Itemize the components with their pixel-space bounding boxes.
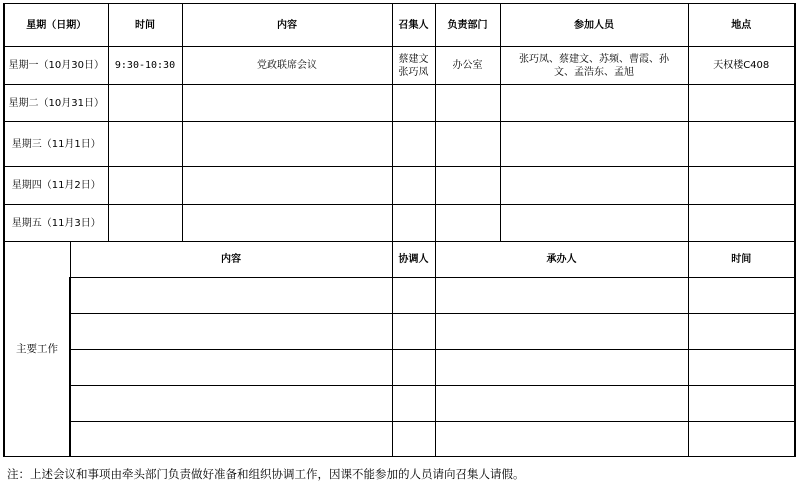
convener-cell <box>392 85 435 122</box>
time-cell <box>108 122 182 167</box>
time-cell: 9:30-10:30 <box>108 47 182 85</box>
location-cell <box>688 122 795 167</box>
main-work-content-cell <box>70 278 392 314</box>
convener-cell <box>392 205 435 242</box>
day-row <box>4 47 795 85</box>
main-work-handler-cell <box>435 386 688 422</box>
main-work-content-cell <box>70 350 392 386</box>
header-convener: 召集人 <box>392 4 435 47</box>
day-row <box>4 85 795 122</box>
main-work-time-cell <box>688 386 795 422</box>
day-cell: 星期四（11月2日） <box>4 167 108 205</box>
day-cell: 星期五（11月3日） <box>4 205 108 242</box>
main-work-coordinator-cell <box>392 278 435 314</box>
main-work-row <box>4 314 795 350</box>
main-work-handler-cell <box>435 278 688 314</box>
department-cell: 办公室 <box>435 47 500 85</box>
main-work-coordinator-cell <box>392 350 435 386</box>
participants-cell <box>500 85 688 122</box>
main-work-row <box>4 386 795 422</box>
main-work-time-cell <box>688 278 795 314</box>
day-cell: 星期一（10月30日） <box>4 47 108 85</box>
participants-cell <box>500 122 688 167</box>
department-cell <box>435 167 500 205</box>
convener-cell <box>392 47 435 85</box>
content-cell <box>182 205 392 242</box>
day-row <box>4 167 795 205</box>
location-cell <box>688 205 795 242</box>
main-work-row <box>4 350 795 386</box>
content-cell <box>182 122 392 167</box>
main-work-time-cell <box>688 422 795 457</box>
department-cell <box>435 85 500 122</box>
participants-cell <box>500 205 688 242</box>
day-row <box>4 205 795 242</box>
main-work-handler-cell <box>435 422 688 457</box>
main-work-time-cell <box>688 350 795 386</box>
content-cell <box>182 85 392 122</box>
time-cell <box>108 167 182 205</box>
main-work-row <box>4 422 795 457</box>
weekly-schedule-table <box>3 3 796 457</box>
main-work-header-content: 内容 <box>70 242 392 278</box>
department-cell <box>435 122 500 167</box>
main-work-handler-cell <box>435 314 688 350</box>
footnote: 注：上述会议和事项由牵头部门负责做好准备和组织协调工作，因课不能参加的人员请向召集人请假。 <box>7 467 525 481</box>
header-day: 星期（日期） <box>4 4 108 47</box>
convener-cell <box>392 167 435 205</box>
main-work-coordinator-cell <box>392 314 435 350</box>
main-work-header-row <box>4 242 795 278</box>
participants-cell <box>500 47 688 85</box>
schedule-header-row <box>4 4 795 47</box>
convener-text: 蔡建文张巧凤 <box>398 53 429 78</box>
day-row <box>4 122 795 167</box>
main-work-row <box>4 278 795 314</box>
main-work-header-time: 时间 <box>688 242 795 278</box>
location-cell <box>688 167 795 205</box>
main-work-header-coordinator: 协调人 <box>392 242 435 278</box>
main-work-content-cell <box>70 422 392 457</box>
convener-cell <box>392 122 435 167</box>
department-cell <box>435 205 500 242</box>
header-time: 时间 <box>108 4 182 47</box>
location-cell <box>688 85 795 122</box>
location-cell: 天权楼C408 <box>688 47 795 85</box>
content-cell: 党政联席会议 <box>182 47 392 85</box>
main-work-coordinator-cell <box>392 422 435 457</box>
main-work-content-cell <box>70 314 392 350</box>
main-work-time-cell <box>688 314 795 350</box>
time-cell <box>108 205 182 242</box>
main-work-header-handler: 承办人 <box>435 242 688 278</box>
main-work-label: 主要工作 <box>4 242 70 457</box>
header-participants: 参加人员 <box>500 4 688 47</box>
main-work-handler-cell <box>435 350 688 386</box>
header-department: 负责部门 <box>435 4 500 47</box>
main-work-coordinator-cell <box>392 386 435 422</box>
day-cell: 星期三（11月1日） <box>4 122 108 167</box>
main-work-content-cell <box>70 386 392 422</box>
day-cell: 星期二（10月31日） <box>4 85 108 122</box>
header-location: 地点 <box>688 4 795 47</box>
participants-cell <box>500 167 688 205</box>
header-content: 内容 <box>182 4 392 47</box>
content-cell <box>182 167 392 205</box>
participants-text: 张巧凤、蔡建文、苏频、曹霞、孙文、孟浩东、孟旭 <box>519 53 669 78</box>
time-cell <box>108 85 182 122</box>
